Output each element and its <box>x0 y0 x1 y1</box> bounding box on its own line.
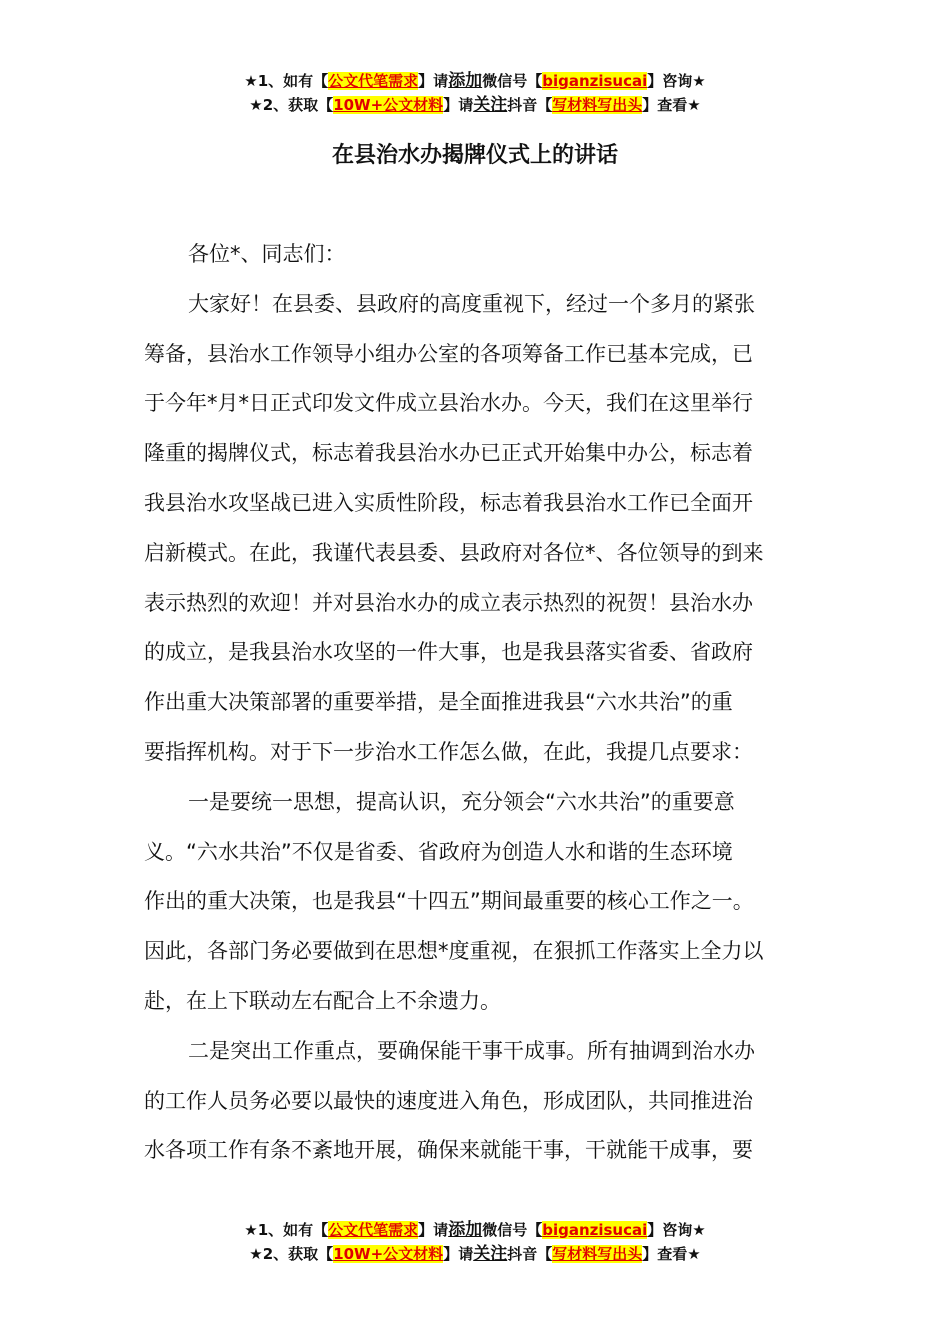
body-text-line: 隆重的揭牌仪式，标志着我县治水办已正式开始集中办公，标志着 <box>144 441 753 466</box>
body-text-line: 的成立，是我县治水攻坚的一件大事，也是我县落实省委、省政府 <box>144 640 753 665</box>
body-text-line: 的工作人员务必要以最快的速度进入角色，形成团队，共同推进治 <box>144 1088 753 1113</box>
emphasis: 关注 <box>473 95 508 115</box>
body-text-line: 二是突出工作重点，要确保能干事干成事。所有抽调到治水办 <box>188 1038 755 1063</box>
text: 微信号【 <box>482 1221 543 1239</box>
text: ★1、如有【 <box>244 1221 329 1239</box>
promo-line-1 <box>0 1218 950 1242</box>
promo-line-2 <box>0 1242 950 1266</box>
body-text-line: 我县治水攻坚战已进入实质性阶段，标志着我县治水工作已全面开 <box>144 490 753 515</box>
text: 抖音【 <box>507 1245 553 1263</box>
body-text-line: 启新模式。在此，我谨代表县委、县政府对各位*、各位领导的到来 <box>144 540 764 565</box>
highlight: 10W+公文材料 <box>333 96 444 114</box>
text: 】请 <box>418 72 449 90</box>
body-text-line: 作出的重大决策，也是我县“十四五”期间最重要的核心工作之一。 <box>144 889 754 914</box>
document-body <box>144 230 824 1176</box>
body-text-line: 于今年*月*日正式印发文件成立县治水办。今天，我们在这里举行 <box>144 391 753 416</box>
promo-line-2 <box>0 93 950 117</box>
highlight: 公文代笔需求 <box>328 1221 419 1239</box>
highlight: 写材料写出头 <box>552 96 643 114</box>
highlight: biganzisucai <box>542 1221 648 1239</box>
body-text-line: 一是要统一思想，提高认识，充分领会“六水共治”的重要意 <box>188 789 735 814</box>
text: 】查看★ <box>642 1245 701 1263</box>
promo-line-1 <box>0 69 950 93</box>
text: 】请 <box>443 96 474 114</box>
text: ★2、获取【 <box>249 1245 334 1263</box>
body-text-line: 因此，各部门务必要做到在思想*度重视，在狠抓工作落实上全力以 <box>144 939 764 964</box>
text: 】咨询★ <box>647 1221 706 1239</box>
text: 】查看★ <box>642 96 701 114</box>
highlight: 写材料写出头 <box>552 1245 643 1263</box>
body-text-line: 义。“六水共治”不仅是省委、省政府为创造人水和谐的生态环境 <box>144 839 733 864</box>
text: ★1、如有【 <box>244 72 329 90</box>
promo-banner-bottom <box>0 1218 950 1266</box>
emphasis: 添加 <box>448 71 483 91</box>
body-text-line: 筹备，县治水工作领导小组办公室的各项筹备工作已基本完成，已 <box>144 341 753 366</box>
emphasis: 添加 <box>448 1220 483 1240</box>
body-text-line: 大家好！在县委、县政府的高度重视下，经过一个多月的紧张 <box>188 291 755 316</box>
body-text-line: 各位*、同志们： <box>188 242 346 266</box>
text: 】请 <box>443 1245 474 1263</box>
promo-banner-top <box>0 69 950 117</box>
body-text-line: 作出重大决策部署的重要举措，是全面推进我县“六水共治”的重 <box>144 690 733 715</box>
emphasis: 关注 <box>473 1244 508 1264</box>
body-text-line: 赴，在上下联动左右配合上不余遗力。 <box>144 988 501 1013</box>
text: 】咨询★ <box>647 72 706 90</box>
document-title: 在县治水办揭牌仪式上的讲话 <box>331 143 618 168</box>
text: 微信号【 <box>482 72 543 90</box>
text: 抖音【 <box>507 96 553 114</box>
text: ★2、获取【 <box>249 96 334 114</box>
highlight: 公文代笔需求 <box>328 72 419 90</box>
text: 】请 <box>418 1221 449 1239</box>
body-text-line: 表示热烈的欢迎！并对县治水办的成立表示热烈的祝贺！县治水办 <box>144 590 753 615</box>
body-text-line: 要指挥机构。对于下一步治水工作怎么做，在此，我提几点要求： <box>144 739 753 764</box>
body-text-line: 水各项工作有条不紊地开展，确保来就能干事，干就能干成事，要 <box>144 1138 753 1163</box>
highlight: 10W+公文材料 <box>333 1245 444 1263</box>
highlight: biganzisucai <box>542 72 648 90</box>
